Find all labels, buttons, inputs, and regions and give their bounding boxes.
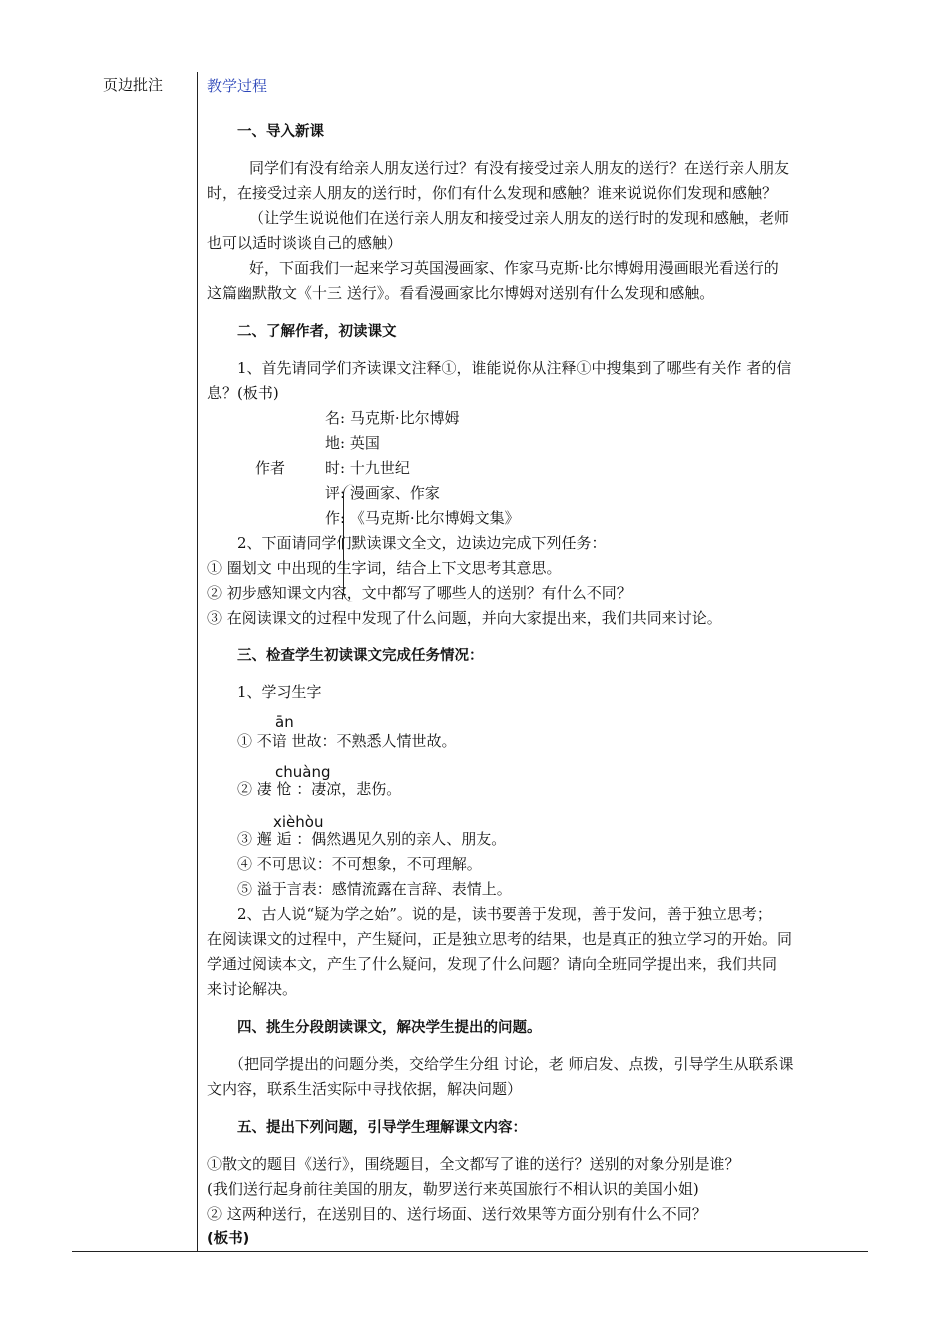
sec3-p-line1: 2、古人说“疑为学之始”。说的是，读书要善于发现，善于发问，善于独立思考； (237, 905, 772, 923)
section-4-heading: 四、挑生分段朗读课文，解决学生提出的问题。 (237, 1020, 542, 1036)
sec5-q1: ①散文的题目《送行》，围绕题目，全文都写了谁的送行？送别的对象分别是谁？ (207, 1155, 740, 1173)
author-row-place: 地: 英国 (325, 434, 380, 452)
section-5-heading: 五、提出下列问题，引导学生理解课文内容： (237, 1120, 527, 1136)
teaching-process-title: 教学过程 (207, 77, 268, 95)
author-row-review: 评: 漫画家、作家 (325, 484, 440, 502)
sec3-p-line2: 在阅读课文的过程中，产生疑问，正是独立思考的结果，也是真正的独立学习的开始。同 (207, 930, 793, 948)
pinyin-an: ān (275, 713, 294, 731)
sec1-p2-line1: （让学生说说他们在送行亲人朋友和接受过亲人朋友的送行时的发现和感触，老师 (249, 209, 790, 227)
author-row-time: 时: 十九世纪 (325, 459, 410, 477)
author-label: 作者 (255, 459, 286, 477)
sec3-sub1: 1、学习生字 (237, 683, 322, 701)
vocab-3: ③ 邂 逅 ：偶然遇见久别的亲人、朋友。 (237, 830, 507, 848)
column-divider (197, 72, 198, 1252)
vocab-4: ④ 不可思议：不可想象，不可理解。 (237, 855, 482, 873)
sec5-q2: ② 这两种送行，在送别目的、送行场面、送行效果等方面分别有什么不同？ (207, 1205, 707, 1223)
sec2-task-2: ② 初步感知课文内容，文中都写了哪些人的送别？有什么不同？ (207, 584, 632, 602)
sec1-p2-line2: 也可以适时谈谈自己的感触） (207, 234, 403, 252)
author-row-works: 作: 《马克斯·比尔博姆文集》 (325, 509, 520, 527)
sec2-task-1: ① 圈划文 中出现的生字词，结合上下文思考其意思。 (207, 559, 562, 577)
author-row-name: 名: 马克斯·比尔博姆 (325, 409, 460, 427)
sec2-q1-line2: 息？(板书) (207, 384, 279, 402)
sec4-p-line2: 文内容，联系生活实际中寻找依据，解决问题） (207, 1080, 523, 1098)
sec2-q2: 2、下面请同学们默读课文全文，边读边完成下列任务： (237, 534, 607, 552)
vocab-1: ① 不谙 世故：不熟悉人情世故。 (237, 732, 457, 750)
section-1-heading: 一、导入新课 (237, 124, 324, 140)
margin-notes-label: 页边批注 (103, 76, 164, 94)
section-3-heading: 三、检查学生初读课文完成任务情况： (237, 648, 484, 664)
sec4-p-line1: （把同学提出的问题分类，交给学生分组 讨论，老 师启发、点拨，引导学生从联系课 (229, 1055, 794, 1073)
bottom-rule (72, 1251, 868, 1252)
sec1-p3-line1: 好，下面我们一起来学习英国漫画家、作家马克斯·比尔博姆用漫画眼光看送行的 (249, 259, 779, 277)
pinyin-chuang: chuàng (275, 763, 331, 781)
sec3-p-line4: 来讨论解决。 (207, 980, 298, 998)
sec2-q1-line1: 1、首先请同学们齐读课文注释①，谁能说你从注释①中搜集到了哪些有关作 者的信 (237, 359, 792, 377)
pinyin-xiehou: xièhòu (273, 813, 324, 831)
section-2-heading: 二、了解作者，初读课文 (237, 324, 397, 340)
sec1-p1-line2: 时，在接受过亲人朋友的送行时，你们有什么发现和感触？谁来说说你们发现和感触？ (207, 184, 778, 202)
sec1-p3-line2: 这篇幽默散文《十三 送行》。看看漫画家比尔博姆对送别有什么发现和感触。 (207, 284, 715, 302)
vocab-5: ⑤ 溢于言表：感情流露在言辞、表情上。 (237, 880, 512, 898)
sec2-task-3: ③ 在阅读课文的过程中发现了什么问题，并向大家提出来，我们共同来讨论。 (207, 609, 722, 627)
sec3-p-line3: 学通过阅读本文，产生了什么疑问，发现了什么问题？请向全班同学提出来，我们共同 (207, 955, 778, 973)
sec5-a1: (我们送行起身前往美国的朋友，勒罗送行来英国旅行不相认识的美国小姐) (207, 1180, 699, 1198)
sec5-board: (板书) (207, 1231, 250, 1247)
sec1-p1-line1: 同学们有没有给亲人朋友送行过？有没有接受过亲人朋友的送行？在送行亲人朋友 (249, 159, 790, 177)
vocab-2: ② 凄 怆 ：凄凉，悲伤。 (237, 780, 402, 798)
